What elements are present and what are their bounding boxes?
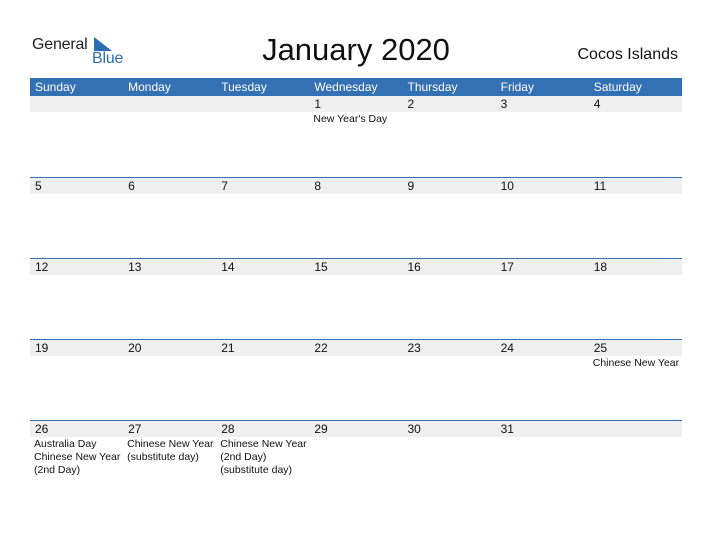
day-cell xyxy=(589,340,682,421)
empty-day-cell xyxy=(216,96,309,177)
logo-text-blue: Blue xyxy=(92,50,124,67)
day-events xyxy=(403,112,496,113)
day-number: 2 xyxy=(403,96,496,112)
day-number: 28 xyxy=(216,421,309,437)
day-events xyxy=(216,194,309,195)
day-number: 3 xyxy=(496,96,589,112)
day-events xyxy=(403,275,496,276)
day-number: 10 xyxy=(496,178,589,194)
day-cell xyxy=(309,421,402,502)
day-events xyxy=(496,356,589,357)
day-number: 25 xyxy=(589,340,682,356)
day-events xyxy=(403,437,496,438)
day-events xyxy=(123,112,216,113)
day-events xyxy=(309,112,402,126)
day-number: 15 xyxy=(309,259,402,275)
week-row xyxy=(30,420,682,502)
day-cell xyxy=(309,178,402,259)
holiday-event: Chinese New Year xyxy=(592,357,680,369)
day-cell xyxy=(496,96,589,177)
logo-text-general: General xyxy=(32,36,88,53)
day-events xyxy=(589,112,682,113)
weekday-thursday: Thursday xyxy=(407,80,458,94)
day-cell xyxy=(589,259,682,340)
day-number: 21 xyxy=(216,340,309,356)
day-number: 19 xyxy=(30,340,123,356)
empty-day-cell xyxy=(123,96,216,177)
day-events xyxy=(123,194,216,195)
day-number xyxy=(589,421,682,437)
day-events xyxy=(403,356,496,357)
day-cell xyxy=(589,96,682,177)
day-number: 26 xyxy=(30,421,123,437)
day-events xyxy=(30,275,123,276)
day-events xyxy=(309,437,402,438)
day-events xyxy=(496,112,589,113)
holiday-event: Chinese New Year (2nd Day) (substitute day) xyxy=(220,438,307,476)
day-cell xyxy=(403,421,496,502)
holiday-event: New Year's Day xyxy=(313,113,388,125)
week-row xyxy=(30,177,682,259)
day-events xyxy=(589,194,682,195)
day-events xyxy=(216,356,309,357)
day-events xyxy=(496,437,589,438)
week-row xyxy=(30,96,682,177)
holiday-event: Australia Day xyxy=(34,438,97,450)
day-cell xyxy=(30,421,123,502)
day-number: 5 xyxy=(30,178,123,194)
day-cell xyxy=(30,178,123,259)
week-row xyxy=(30,258,682,340)
day-number xyxy=(123,96,216,112)
day-events xyxy=(403,194,496,195)
day-number: 31 xyxy=(496,421,589,437)
day-number: 20 xyxy=(123,340,216,356)
day-number xyxy=(216,96,309,112)
day-cell xyxy=(403,259,496,340)
day-cell xyxy=(123,340,216,421)
day-events xyxy=(216,275,309,276)
day-cell xyxy=(30,340,123,421)
day-cell xyxy=(123,178,216,259)
day-cell xyxy=(496,340,589,421)
day-cell xyxy=(30,259,123,340)
weekday-saturday: Saturday xyxy=(593,80,642,94)
day-cell xyxy=(496,178,589,259)
day-cell xyxy=(216,259,309,340)
day-number: 17 xyxy=(496,259,589,275)
day-cell xyxy=(309,96,402,177)
weekday-friday: Friday xyxy=(500,80,534,94)
day-cell xyxy=(309,259,402,340)
day-number: 4 xyxy=(589,96,682,112)
day-events xyxy=(30,356,123,357)
region-label: Cocos Islands xyxy=(577,46,678,63)
day-events xyxy=(30,112,123,113)
day-cell xyxy=(123,259,216,340)
day-events xyxy=(496,275,589,276)
day-number: 30 xyxy=(403,421,496,437)
day-cell xyxy=(589,178,682,259)
day-cell xyxy=(216,340,309,421)
day-events xyxy=(216,437,309,477)
day-events xyxy=(30,194,123,195)
day-number: 16 xyxy=(403,259,496,275)
day-cell xyxy=(216,421,309,502)
weekday-tuesday: Tuesday xyxy=(221,80,267,94)
day-events xyxy=(496,194,589,195)
day-number: 14 xyxy=(216,259,309,275)
day-cell xyxy=(309,340,402,421)
day-number: 29 xyxy=(309,421,402,437)
day-number: 12 xyxy=(30,259,123,275)
day-cell xyxy=(403,96,496,177)
holiday-event: Chinese New Year (substitute day) xyxy=(127,438,214,463)
weekday-monday: Monday xyxy=(128,80,171,94)
weekday-header xyxy=(30,78,682,96)
day-cell xyxy=(496,421,589,502)
day-number: 27 xyxy=(123,421,216,437)
day-cell xyxy=(216,178,309,259)
day-cell xyxy=(123,421,216,502)
day-cell xyxy=(403,178,496,259)
weekday-sunday: Sunday xyxy=(35,80,76,94)
day-number: 6 xyxy=(123,178,216,194)
day-events xyxy=(309,194,402,195)
day-events xyxy=(123,437,216,464)
day-number: 23 xyxy=(403,340,496,356)
day-events xyxy=(589,356,682,370)
day-number: 1 xyxy=(309,96,402,112)
day-number: 18 xyxy=(589,259,682,275)
calendar-title: January 2020 xyxy=(262,32,450,67)
empty-day-cell xyxy=(589,421,682,502)
day-events xyxy=(309,275,402,276)
day-number: 24 xyxy=(496,340,589,356)
day-number: 11 xyxy=(589,178,682,194)
empty-day-cell xyxy=(30,96,123,177)
weekday-wednesday: Wednesday xyxy=(314,80,378,94)
day-number: 8 xyxy=(309,178,402,194)
day-events xyxy=(216,112,309,113)
week-row xyxy=(30,339,682,421)
day-number: 7 xyxy=(216,178,309,194)
holiday-event: Chinese New Year (2nd Day) xyxy=(34,451,121,476)
day-number: 13 xyxy=(123,259,216,275)
day-cell xyxy=(403,340,496,421)
day-number: 22 xyxy=(309,340,402,356)
day-events xyxy=(589,275,682,276)
day-number: 9 xyxy=(403,178,496,194)
day-number xyxy=(30,96,123,112)
day-cell xyxy=(496,259,589,340)
day-events xyxy=(30,437,123,477)
day-events xyxy=(589,437,682,438)
day-events xyxy=(123,356,216,357)
day-events xyxy=(309,356,402,357)
day-events xyxy=(123,275,216,276)
